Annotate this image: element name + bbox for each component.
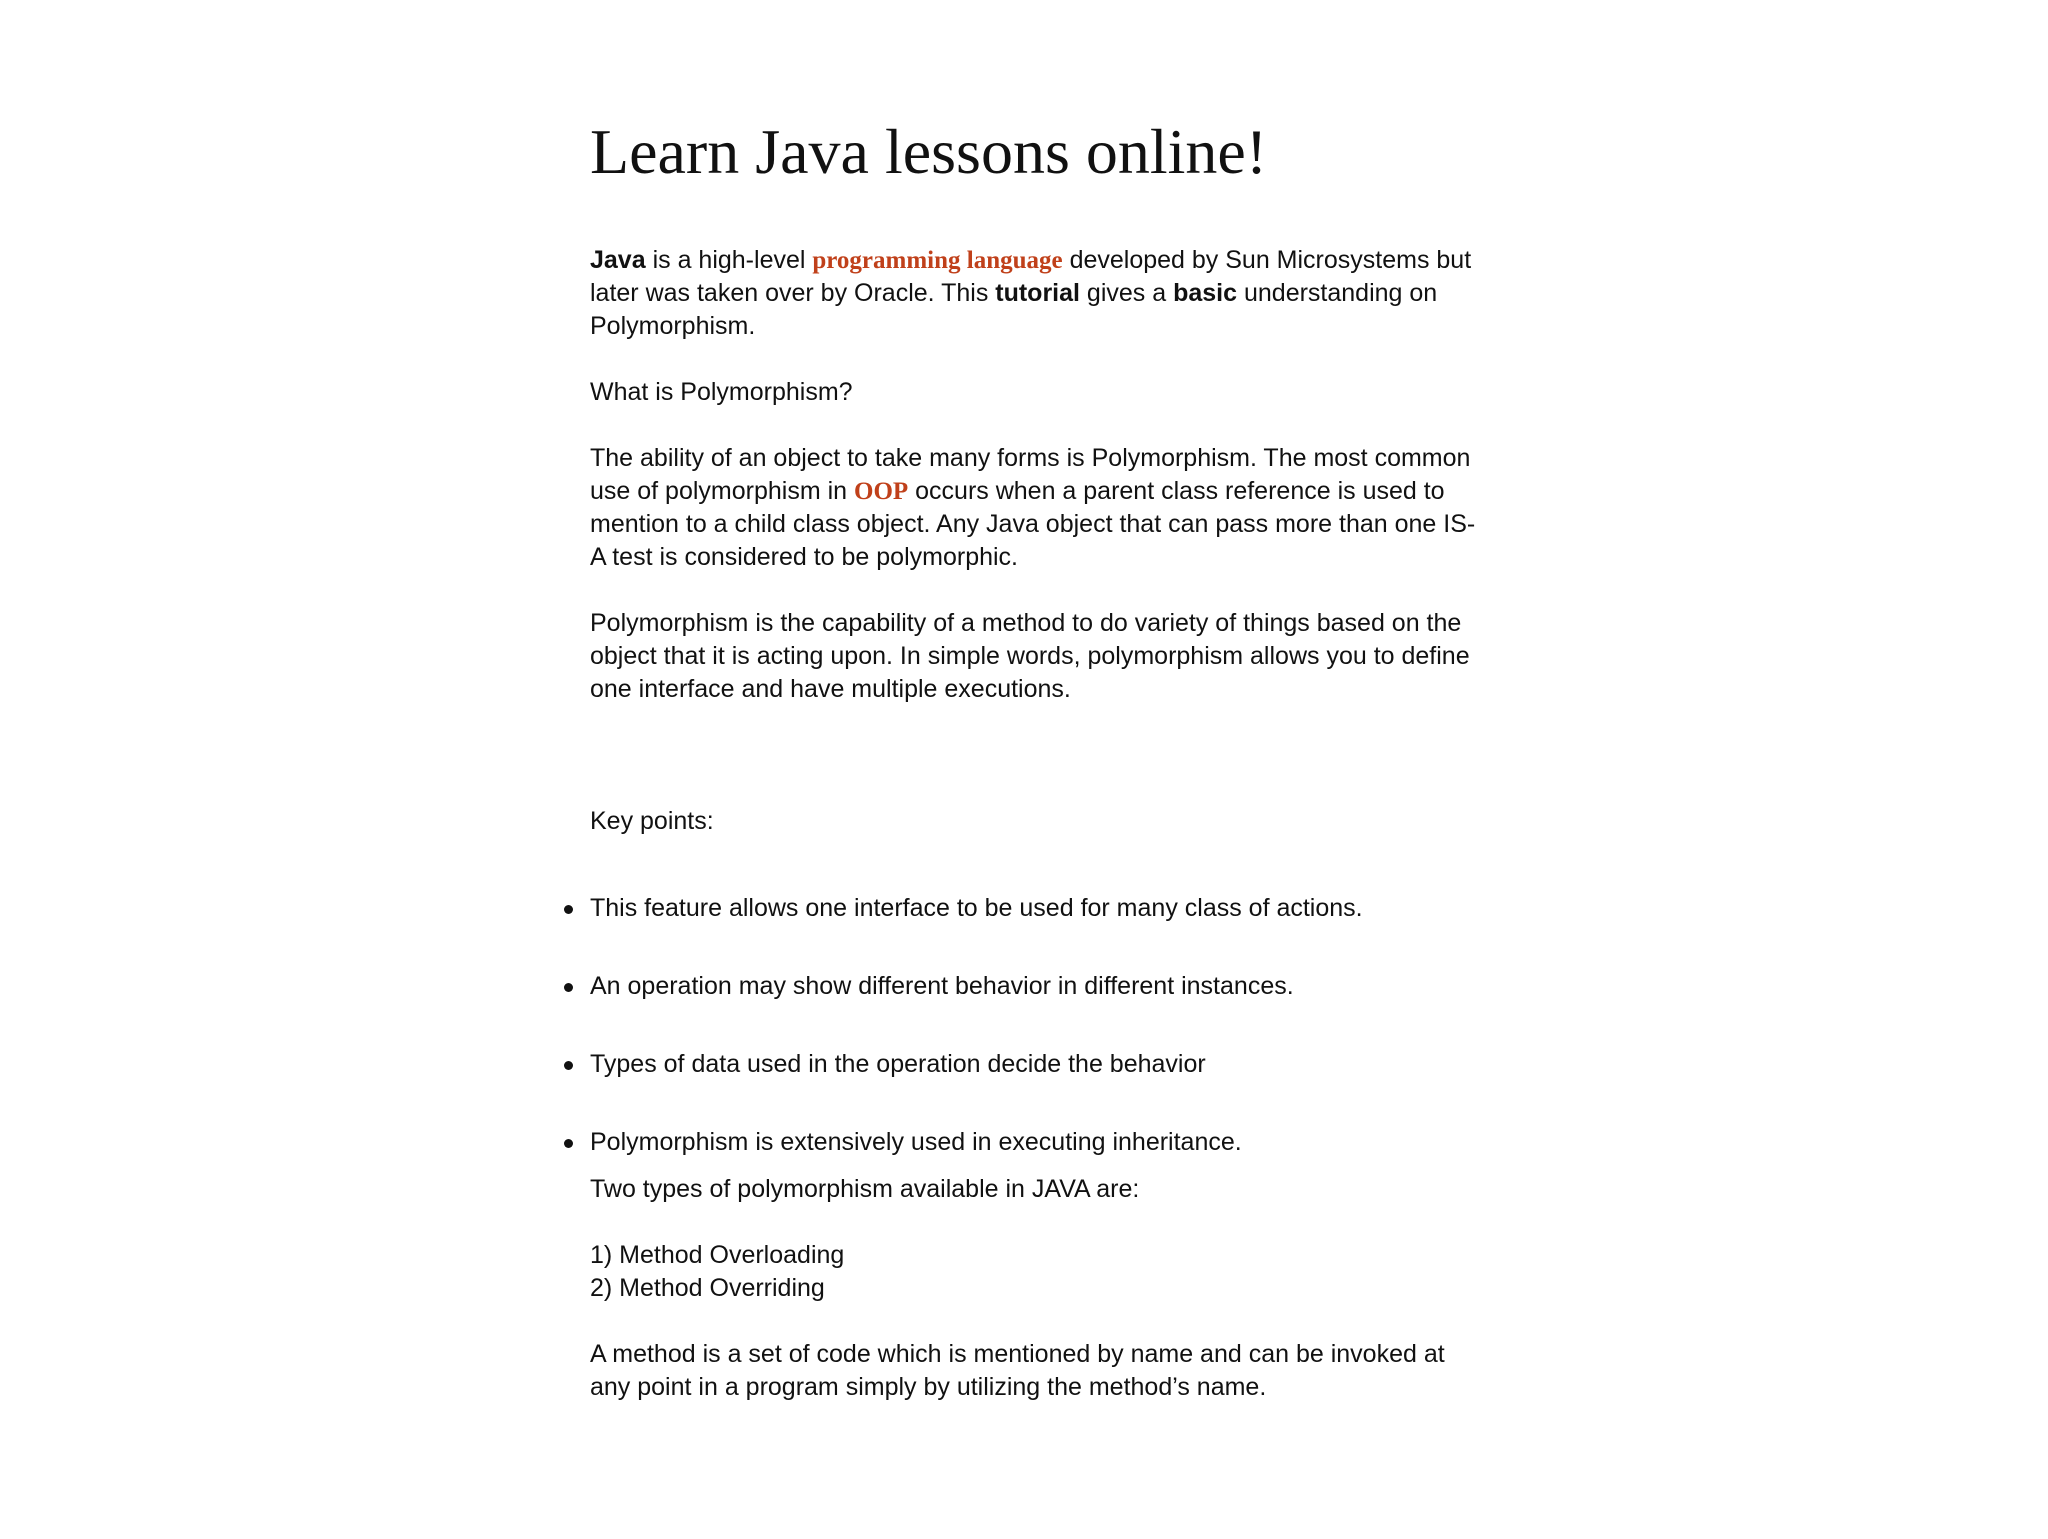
bullet-icon (564, 1139, 573, 1148)
page-title: Learn Java lessons online! (590, 116, 1268, 187)
list-item-text: Types of data used in the operation decide the behavior (590, 1050, 1206, 1078)
intro-text-4: understanding on Polymorphism. (590, 279, 1438, 340)
list-item-text: This feature allows one interface to be used for many class of actions. (590, 894, 1363, 922)
types-heading: Two types of polymorphism available in JAVA are: (590, 1175, 1140, 1203)
intro-text-1: is a high-level (645, 246, 813, 274)
basic-bold-text: basic (1173, 279, 1238, 307)
spacer (590, 1305, 1480, 1338)
java-bold-text: Java (590, 246, 646, 274)
bullet-icon (564, 983, 573, 992)
list-item-text: Polymorphism is extensively used in executing inheritance. (590, 1128, 1242, 1156)
bullet-icon (564, 905, 573, 914)
type-item-overriding: 2) Method Overriding (590, 1274, 825, 1302)
definition-text-1: The ability of an object to take many forms is Polymorphism. The most common use of polymorphism in (590, 444, 1471, 505)
intro-text-3: gives a (1079, 279, 1174, 307)
tutorial-bold-text: tutorial (995, 279, 1080, 307)
intro-paragraph (590, 244, 1480, 343)
list-item (590, 1126, 1480, 1159)
question-heading: What is Polymorphism? (590, 378, 853, 406)
key-points-heading: Key points: (590, 807, 714, 835)
definition-paragraph (590, 442, 1480, 574)
spacer (590, 574, 1480, 607)
spacer (590, 343, 1480, 376)
spacer (590, 706, 1480, 805)
definition-text-2: occurs when a parent class reference is used to mention to a child class object. Any Java object that can pass more than one IS-A test is considered to be polymorphic. (590, 477, 1476, 571)
spacer (590, 409, 1480, 442)
key-points-list (590, 892, 1480, 1159)
oop-link[interactable]: OOP (854, 478, 909, 505)
list-item (590, 892, 1480, 925)
list-item (590, 970, 1480, 1003)
type-item-overloading: 1) Method Overloading (590, 1241, 845, 1269)
list-item (590, 1048, 1480, 1081)
programming-language-link[interactable]: programming language (812, 247, 1063, 274)
capability-paragraph: Polymorphism is the capability of a method to do variety of things based on the object that it is acting upon. In simple words, polymorphism allows you to define one interface and have multiple executions. (590, 609, 1470, 703)
bullet-icon (564, 1061, 573, 1070)
intro-text-2: developed by Sun Microsystems but later was taken over by Oracle. This (590, 246, 1472, 307)
document-page (590, 116, 1480, 1404)
spacer (590, 1206, 1480, 1239)
list-item-text: An operation may show different behavior in different instances. (590, 972, 1294, 1000)
method-definition-paragraph: A method is a set of code which is mentioned by name and can be invoked at any point in a program simply by utilizing the method’s name. (590, 1340, 1445, 1401)
